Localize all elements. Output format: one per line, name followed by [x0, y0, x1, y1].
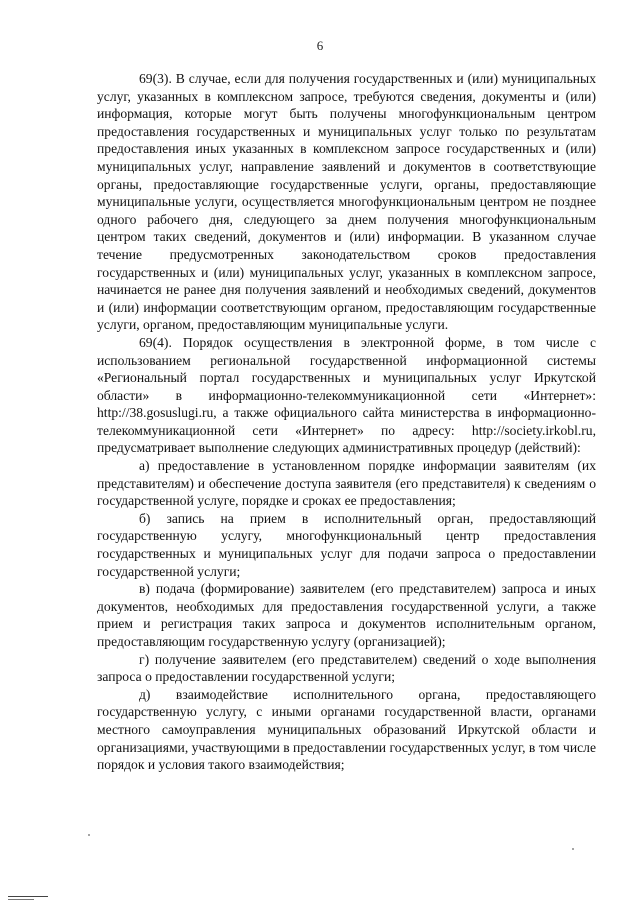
list-item-b: б) запись на прием в исполнительный орган, предоставляющий государственную услугу, многофункциональный центр предоставления государственных и муниципальных услуг для подачи запроса о предоставлении государственной услуги; — [97, 510, 596, 579]
paragraph-69-4: 69(4). Порядок осуществления в электронной форме, в том числе с использованием региональной государственной информационной системы «Региональный портал государственных и муниципальных услуг Иркутской области» в информационно-телекоммуникационной сети «Интернет»: http://38.gosuslugi.ru, а также официального сайта министерства в информационно-телекоммуникационной сети «Интернет» по адресу: http://society.irkobl.ru, предусматривает выполнение следующих административных процедур (действий): — [97, 334, 596, 456]
scan-edge-mark — [8, 896, 48, 897]
page-number: 6 — [316, 38, 324, 53]
list-item-d: д) взаимодействие исполнительного органа, предоставляющего государственную услугу, с иными органами государственной власти, органами местного самоуправления муниципальных образований Иркутской области и организациями, участвующими в предоставлении государственных услуг, в том числе порядок и условия такого взаимодействия; — [97, 686, 596, 773]
list-item-a: а) предоставление в установленном порядке информации заявителям (их представителям) и обеспечение доступа заявителя (его представителя) к сведениям о государственной услуге, порядке и сроках ее предоставления; — [97, 458, 596, 509]
list-item-g: г) получение заявителем (его представителем) сведений о ходе выполнения запроса о предоставлении государственной услуги; — [97, 651, 596, 685]
scan-speck — [88, 834, 90, 836]
list-item-v: в) подача (формирование) заявителем (его представителем) запроса и иных документов, необходимых для предоставления государственной услуги, а также прием и регистрация таких запроса и документов исполнительным органом, предоставляющим государственную услугу (организацией); — [97, 581, 596, 649]
scan-speck — [572, 848, 574, 850]
document-body — [97, 70, 596, 774]
paragraph-69-3: 69(3). В случае, если для получения государственных и (или) муниципальных услуг, указанных в комплексном запросе, требуются сведения, документы и (или) информация, которые могут быть получены многофункциональным центром предоставления государственных и муниципальных услуг только по результатам предоставления иных указанных в комплексном запросе государственных и (или) муниципальных услуг, направление заявлений и документов в соответствующие органы, предоставляющие государственные услуги, органы, предоставляющие муниципальные услуги, осуществляется многофункциональным центром не позднее одного рабочего дня, следующего за днем получения многофункциональным центром таких сведений, документов и (или) информации. В указанном случае течение предусмотренных законодательством сроков предоставления государственных и (или) муниципальных услуг, указанных в комплексном запросе, начинается не ранее дня получения заявлений и необходимых сведений, документов и (или) информации соответствующим органом, предоставляющим государственные услуги, органом, предоставляющим муниципальные услуги. — [97, 71, 596, 333]
scan-edge-mark — [8, 899, 34, 900]
